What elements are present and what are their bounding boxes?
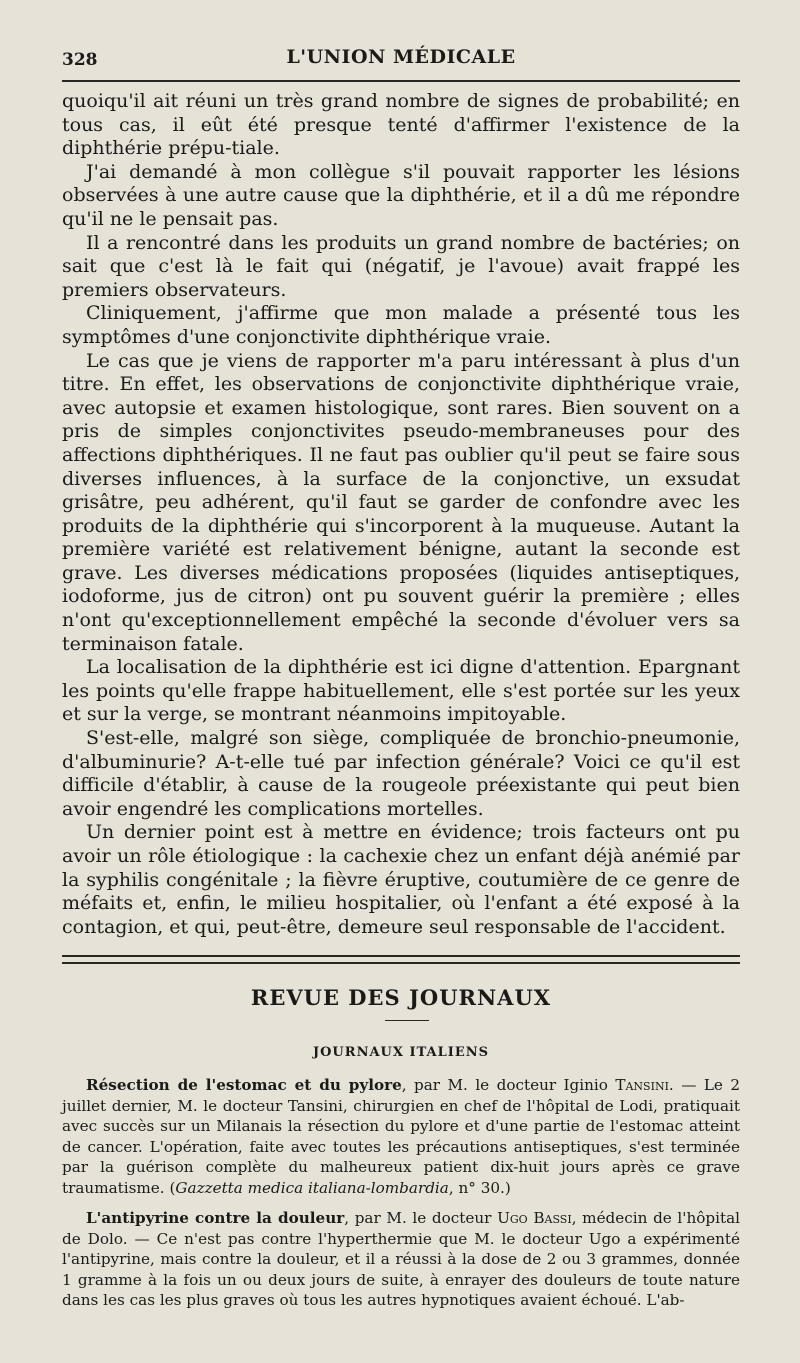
section-divider (62, 955, 740, 964)
entry-text-end: , n° 30.) (448, 1178, 511, 1197)
paragraph: Un dernier point est à mettre en évidence; trois facteurs ont pu avoir un rôle étiologique : la cachexie chez un enfant déjà anémié par la syphilis congénitale ; la fièvre éruptive, coutumière de ce genre de méfaits et, enfin, le milieu hospitalier, où l'enfant a été exposé à la contagion, et qui, peut-être, demeure seul responsable de l'accident. (62, 821, 740, 938)
article-continuation (62, 90, 740, 939)
entry-author: Tansini (615, 1076, 669, 1094)
entry-title: L'antipyrine contre la douleur (86, 1209, 345, 1227)
paragraph: S'est-elle, malgré son siège, compliquée de bronchio-pneumonie, d'albuminurie? A-t-elle tué par infection générale? Voici ce qu'il est difficile d'établir, à cause de la rougeole préexistante qui peut bien avoir engendré les complications mortelles. (62, 727, 740, 820)
entry-title: Résection de l'estomac et du pylore (86, 1076, 402, 1094)
entry-text: . — Le 2 juillet dernier, M. le docteur Tansini, chirurgien en chef de l'hôpital de Lodi, pratiquait avec succès sur un Milanais la résection du pylore et d'une partie de l'estomac atteint de cancer. L'opération, faite avec toutes les précautions antiseptiques, s'est terminée par la guérison complète du malheureux patient dix-huit jours après ce grave traumatisme. ( (62, 1076, 740, 1197)
paragraph: Cliniquement, j'affirme que mon malade a présenté tous les symptômes d'une conjonctivite diphthérique vraie. (62, 302, 740, 348)
header-rule (62, 80, 740, 82)
paragraph: quoiqu'il ait réuni un très grand nombre de signes de probabilité; en tous cas, il eût été presque tenté d'affirmer l'existence de la diphthérie prépu-tiale. (62, 90, 740, 160)
entry-lead: , par M. le docteur (344, 1209, 498, 1227)
section-subtitle: JOURNAUX ITALIENS (312, 1045, 490, 1060)
entry-lead: , par M. le docteur Iginio (401, 1076, 616, 1094)
paragraph: Il a rencontré dans les produits un grand nombre de bactéries; on sait que c'est là le fait qui (négatif, je l'avoue) avait frappé les premiers observateurs. (62, 231, 740, 301)
title-rule (385, 1020, 429, 1021)
page-number: 328 (62, 50, 98, 70)
entry-source: Gazzetta medica italiana-lombardia (175, 1178, 449, 1197)
running-header (62, 44, 740, 74)
entry-author: Ugo Bassi (497, 1209, 572, 1227)
paragraph: La localisation de la diphthérie est ici digne d'attention. Epargnant les points qu'elle frappe habituellement, elle s'est portée sur les yeux et sur la verge, se montrant néanmoins impitoyable. (62, 656, 740, 726)
section-title: REVUE DES JOURNAUX (250, 985, 552, 1010)
journal-reviews (62, 1075, 740, 1321)
review-entry (62, 1075, 740, 1198)
review-entry (62, 1208, 740, 1311)
paragraph: Le cas que je viens de rapporter m'a paru intéressant à plus d'un titre. En effet, les observations de conjonctivite diphthérique vraie, avec autopsie et examen histologique, sont rares. Bien souvent on a pris de simples conjonctivites pseudo-membraneuses pour des affections diphthériques. Il ne faut pas oublier qu'il peut se faire sous diverses influences, à la surface de la conjonctive, un exsudat grisâtre, peu adhérent, qu'il faut se garder de confondre avec les produits de la diphthérie qui s'incorporent à la muqueuse. Autant la première variété est relativement bénigne, autant la seconde est grave. Les diverses médications proposées (liquides antiseptiques, iodoforme, jus de citron) ont pu souvent guérir la première ; elles n'ont qu'exceptionnellement empêché la seconde d'évoluer vers sa terminaison fatale. (62, 349, 740, 655)
paragraph: J'ai demandé à mon collègue s'il pouvait rapporter les lésions observées à une autre cause que la diphthérie, et il a dû me répondre qu'il ne le pensait pas. (62, 160, 740, 230)
journal-title: L'UNION MÉDICALE (286, 46, 516, 68)
entry-text: , médecin de l'hôpital de Dolo. — Ce n'est pas contre l'hyperthermie que M. le docteur Ugo a expérimenté l'antipyrine, mais contre la douleur, et il a réussi à la dose de 2 ou 3 grammes, donnée 1 gramme à la fois un ou deux jours de suite, à enrayer des douleurs de toute nature dans les cas les plus graves où tous les autres hypnotiques avaient échoué. L'ab- (62, 1209, 740, 1309)
